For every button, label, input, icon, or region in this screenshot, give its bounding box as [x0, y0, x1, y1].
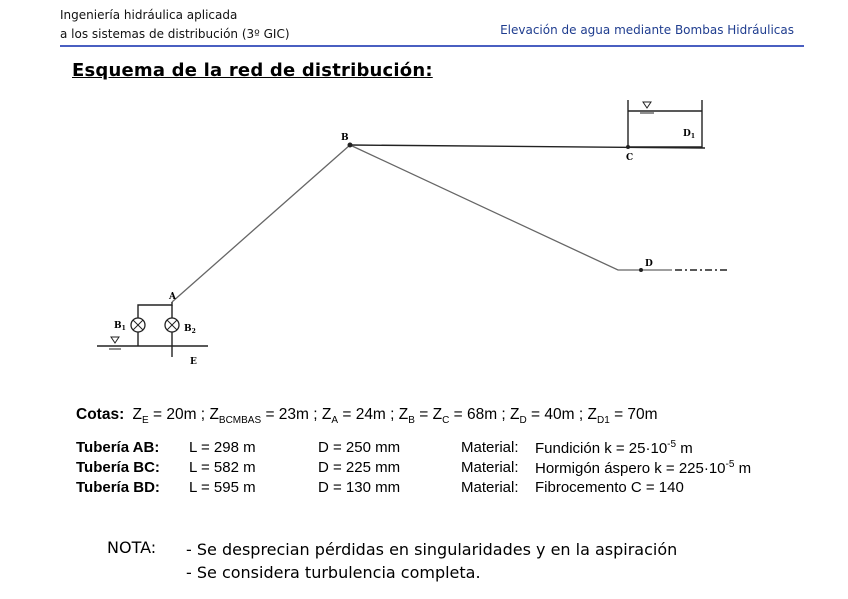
- label-b1-sub: 1: [121, 325, 126, 332]
- pipe-diameter: D = 130 mm: [318, 479, 401, 496]
- cota-za: $Z_A = 24m$ ;: [321, 406, 399, 427]
- pipe-diameter: D = 250 mm: [318, 439, 401, 456]
- reservoir-d1-water-level-icon: [643, 102, 651, 108]
- label-b2-main: B: [184, 324, 192, 334]
- nota-item: - Se desprecian pérdidas en singularidades y en la aspiración: [186, 540, 678, 559]
- header-course-line2: a los sistemas de distribución (3º GIC): [60, 27, 290, 41]
- pipe-ab-line: [172, 145, 350, 302]
- label-c: C: [626, 153, 634, 163]
- pipe-material: Fundición $k = 25\cdot 10^{-5}$ m: [535, 439, 693, 457]
- label-e: E: [190, 357, 197, 367]
- pipe-material: Fibrocemento C = 140: [535, 479, 684, 496]
- header-course-line1: Ingeniería hidráulica aplicada: [60, 8, 238, 22]
- label-b2-sub: 2: [191, 328, 196, 335]
- pipe-name: Tubería AB:: [76, 439, 160, 456]
- cota-ze: $Z_E = 20m$ ;: [132, 406, 210, 427]
- suction-water-level-icon: [111, 337, 119, 343]
- nota-item: - Se considera turbulencia completa.: [186, 563, 481, 582]
- pipe-material: Hormigón áspero $k = 225\cdot 10^{-5}$ m: [535, 459, 752, 477]
- label-b1-main: B: [114, 321, 122, 331]
- node-b: [348, 143, 353, 148]
- cota-zd: $Z_D = 40m$ ;: [510, 406, 588, 427]
- pipe-material-label: Material:: [461, 439, 519, 456]
- node-d: [639, 268, 643, 272]
- nota-list: [186, 538, 677, 584]
- label-b2: [184, 324, 196, 335]
- pipe-bd-line: [350, 145, 672, 270]
- pipe-name: Tubería BC:: [76, 459, 160, 476]
- label-d1: [683, 129, 695, 140]
- label-b: B: [341, 133, 349, 143]
- pipe-material-label: Material:: [461, 479, 519, 496]
- pipe-name: Tubería BD:: [76, 479, 160, 496]
- cotas-line: [76, 406, 658, 426]
- label-b1: [114, 321, 126, 332]
- pipe-length: L = 595 m: [189, 479, 256, 496]
- label-d1-sub: 1: [690, 133, 695, 140]
- label-d: D: [645, 259, 653, 269]
- nota-label: NOTA:: [107, 538, 157, 557]
- cota-zb-zc: $Z_B = Z_C = 68m$ ;: [398, 406, 511, 427]
- pipe-material-label: Material:: [461, 459, 519, 476]
- pipe-length: L = 298 m: [189, 439, 256, 456]
- cota-zd1: $Z_{D1} = 70m$: [587, 406, 658, 427]
- section-title: Esquema de la red de distribución:: [72, 60, 433, 81]
- label-d1-main: D: [683, 129, 691, 139]
- header-topic: Elevación de agua mediante Bombas Hidráulicas: [500, 23, 794, 37]
- cota-zbombas: $Z_{BCMBAS} = 23m$ ;: [209, 406, 322, 427]
- cotas-label: Cotas:: [76, 406, 125, 423]
- pipe-length: L = 582 m: [189, 459, 256, 476]
- pipe-diameter: D = 225 mm: [318, 459, 401, 476]
- label-a: A: [169, 292, 176, 302]
